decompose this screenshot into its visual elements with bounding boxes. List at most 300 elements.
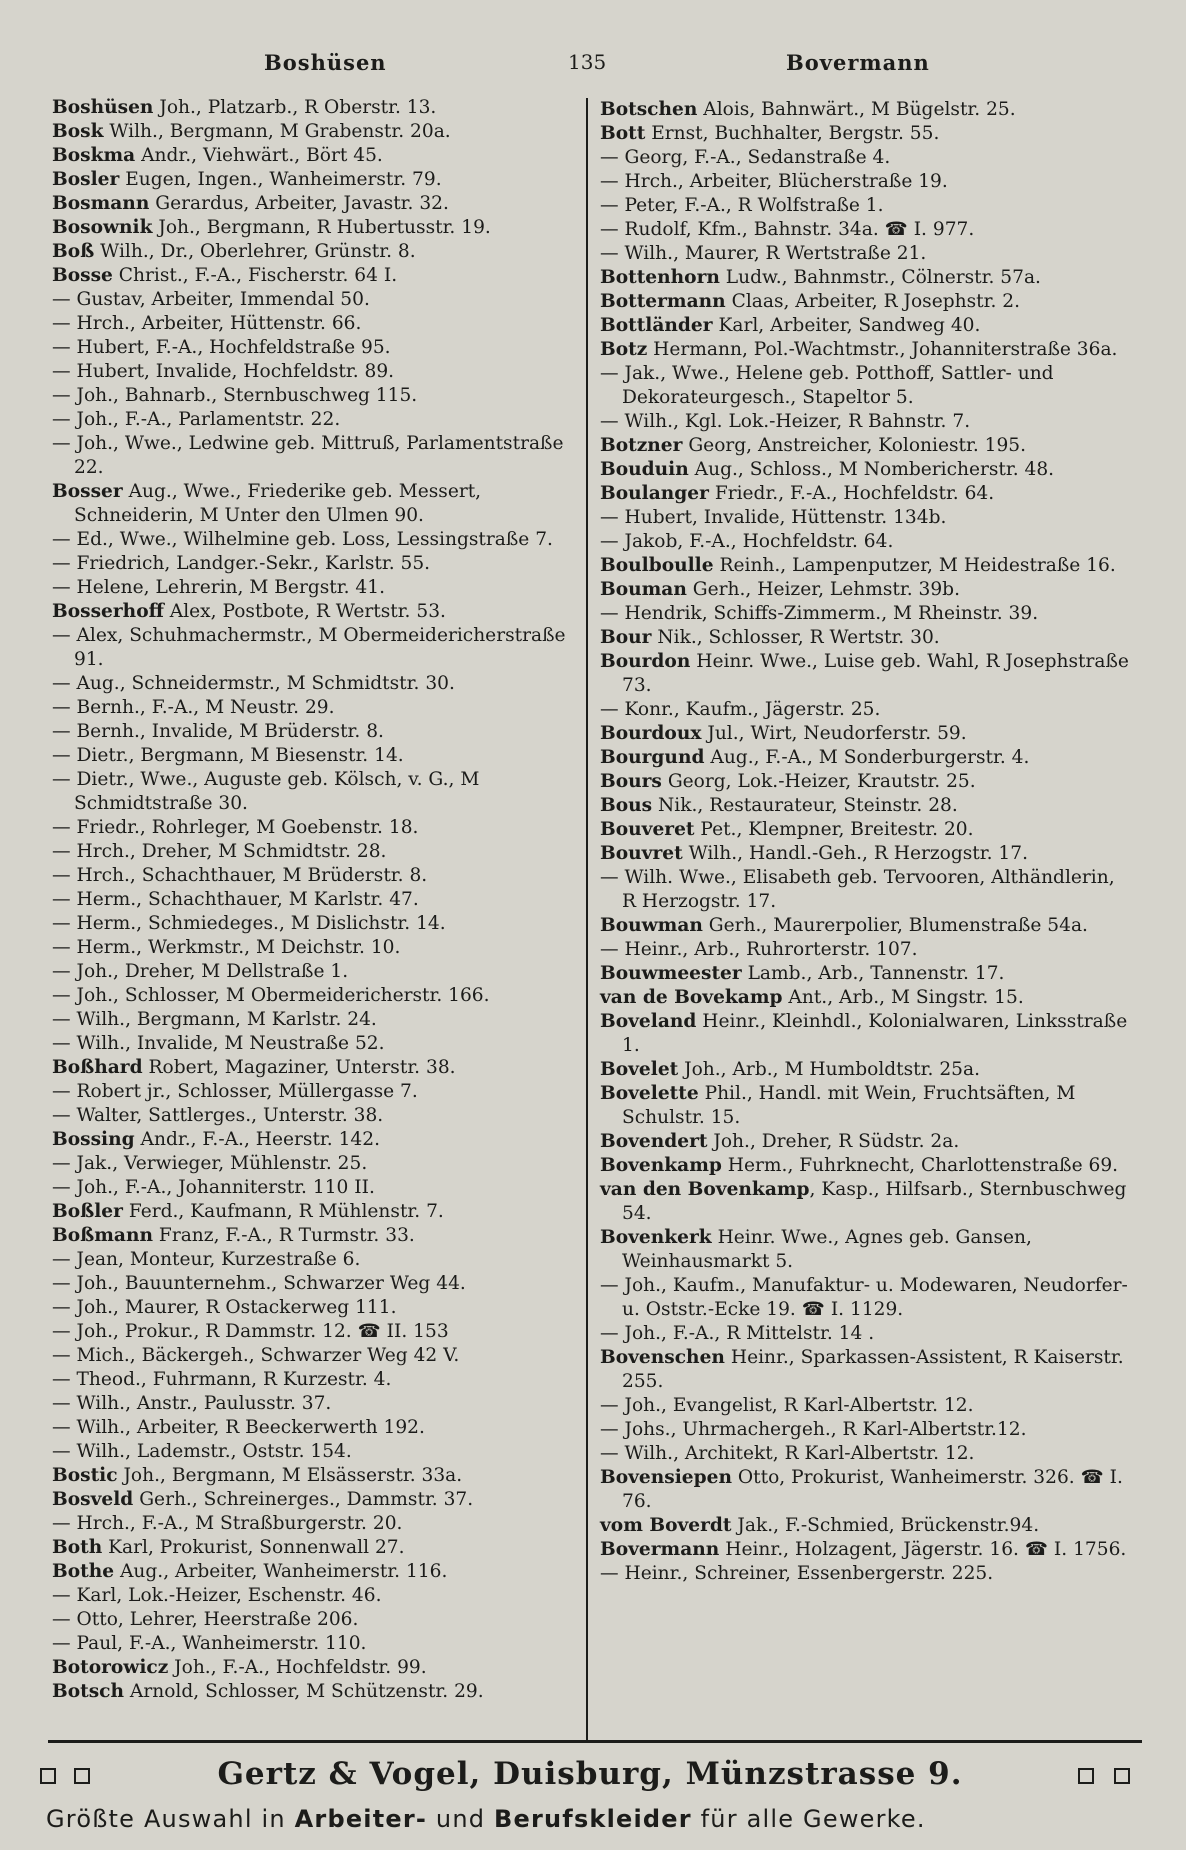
directory-entry bbox=[52, 552, 582, 576]
entry-details: Andr., Viehwärt., Bört 45. bbox=[135, 145, 383, 166]
directory-entry bbox=[600, 170, 1130, 194]
directory-entry bbox=[600, 1130, 1130, 1154]
slogan-part: und bbox=[427, 1805, 495, 1833]
entry-surname: Both bbox=[52, 1537, 103, 1558]
entry-details: Joh., Platzarb., R Oberstr. 13. bbox=[153, 97, 437, 118]
directory-entry bbox=[600, 602, 1130, 626]
directory-entry bbox=[52, 1608, 582, 1632]
entry-surname: Bovensiepen bbox=[600, 1467, 732, 1488]
directory-entry bbox=[600, 290, 1130, 314]
entry-details: Ferd., Kaufmann, R Mühlenstr. 7. bbox=[122, 1201, 444, 1222]
advertisement-title: Gertz & Vogel, Duisburg, Münzstrasse 9. bbox=[217, 1756, 963, 1792]
entry-surname: Bovelette bbox=[600, 1083, 699, 1104]
directory-entry bbox=[600, 554, 1130, 578]
directory-entry bbox=[52, 1152, 582, 1176]
directory-entry bbox=[600, 1466, 1130, 1514]
directory-entry bbox=[52, 576, 582, 600]
directory-entry bbox=[52, 1248, 582, 1272]
directory-entry bbox=[52, 744, 582, 768]
directory-entry bbox=[600, 1442, 1130, 1466]
entry-details: — Wilh., Kgl. Lok.-Heizer, R Bahnstr. 7. bbox=[600, 411, 971, 432]
entry-details: — Joh., Kaufm., Manufaktur- u. Modewaren, Neudorfer- u. Oststr.-Ecke 19. ☎ I. 1129. bbox=[600, 1275, 1128, 1320]
entry-details: Wilh., Handl.-Geh., R Herzogstr. 17. bbox=[682, 843, 1028, 864]
entry-details: — Joh., F.-A., Parlamentstr. 22. bbox=[52, 409, 341, 430]
slogan-part: für alle Gewerke. bbox=[691, 1805, 926, 1833]
directory-entry bbox=[52, 1104, 582, 1128]
entry-details: Joh., F.-A., Hochfeldstr. 99. bbox=[168, 1657, 427, 1678]
directory-entry bbox=[52, 120, 582, 144]
entry-details: Karl, Prokurist, Sonnenwall 27. bbox=[102, 1537, 405, 1558]
entry-details: Alex, Postbote, R Wertstr. 53. bbox=[163, 601, 446, 622]
entry-details: Georg, Lok.-Heizer, Krautstr. 25. bbox=[661, 771, 976, 792]
directory-entry bbox=[52, 984, 582, 1008]
entry-details: Wilh., Bergmann, M Grabenstr. 20a. bbox=[103, 121, 451, 142]
directory-entry bbox=[600, 842, 1130, 866]
entry-details: — Dietr., Bergmann, M Biesenstr. 14. bbox=[52, 745, 404, 766]
directory-entry bbox=[600, 458, 1130, 482]
directory-entry bbox=[52, 336, 582, 360]
entry-details: — Herm., Werkmstr., M Deichstr. 10. bbox=[52, 937, 401, 958]
directory-entry bbox=[52, 1560, 582, 1584]
directory-entry bbox=[52, 240, 582, 264]
entry-details: Heinr. Wwe., Agnes geb. Gansen, Weinhausmarkt 5. bbox=[622, 1227, 1032, 1272]
entry-details: Jul., Wirt, Neudorferstr. 59. bbox=[701, 723, 967, 744]
entry-details: Friedr., F.-A., Hochfeldstr. 64. bbox=[708, 483, 995, 504]
entry-surname: Bour bbox=[600, 627, 652, 648]
entry-surname: Bovenkerk bbox=[600, 1227, 712, 1248]
entry-details: — Hendrik, Schiffs-Zimmerm., M Rheinstr. 39. bbox=[600, 603, 1039, 624]
entry-surname: Botz bbox=[600, 339, 648, 360]
directory-entry bbox=[52, 480, 582, 528]
entry-details: — Theod., Fuhrmann, R Kurzestr. 4. bbox=[52, 1369, 392, 1390]
directory-entry bbox=[52, 768, 582, 816]
entry-details: — Herm., Schachthauer, M Karlstr. 47. bbox=[52, 889, 419, 910]
directory-entry bbox=[52, 1680, 582, 1704]
directory-entry bbox=[600, 506, 1130, 530]
entry-details: — Bernh., F.-A., M Neustr. 29. bbox=[52, 697, 335, 718]
entry-surname: Bosser bbox=[52, 481, 123, 502]
entry-details: Aug., Wwe., Friederike geb. Messert, Schneiderin, M Unter den Ulmen 90. bbox=[74, 481, 482, 526]
advertisement-slogan bbox=[46, 1805, 1146, 1833]
directory-entry bbox=[52, 432, 582, 480]
directory-entry bbox=[52, 1416, 582, 1440]
directory-entry bbox=[600, 1154, 1130, 1178]
entry-details: — Joh., F.-A., R Mittelstr. 14 . bbox=[600, 1323, 875, 1344]
directory-entry bbox=[52, 1440, 582, 1464]
directory-entry bbox=[600, 1226, 1130, 1274]
directory-entry bbox=[52, 816, 582, 840]
directory-entry bbox=[600, 1010, 1130, 1058]
entry-details: Herm., Fuhrknecht, Charlottenstraße 69. bbox=[721, 1155, 1119, 1176]
directory-entry bbox=[52, 1008, 582, 1032]
directory-entry bbox=[52, 912, 582, 936]
entry-details: Nik., Restaurateur, Steinstr. 28. bbox=[652, 795, 958, 816]
directory-entry bbox=[600, 578, 1130, 602]
directory-entry bbox=[600, 218, 1130, 242]
entry-details: Lamb., Arb., Tannenstr. 17. bbox=[741, 963, 1005, 984]
directory-entry bbox=[52, 720, 582, 744]
entry-details: Eugen, Ingen., Wanheimerstr. 79. bbox=[119, 169, 442, 190]
entry-details: — Konr., Kaufm., Jägerstr. 25. bbox=[600, 699, 881, 720]
entry-details: — Hubert, F.-A., Hochfeldstraße 95. bbox=[52, 337, 391, 358]
entry-surname: Bothe bbox=[52, 1561, 115, 1582]
entry-details: — Joh., Maurer, R Ostackerweg 111. bbox=[52, 1297, 397, 1318]
entry-details: — Wilh. Wwe., Elisabeth geb. Tervooren, Althändlerin, R Herzogstr. 17. bbox=[600, 867, 1115, 912]
entry-surname: Boshüsen bbox=[52, 97, 154, 118]
entry-details: — Johs., Uhrmachergeh., R Karl-Albertstr.12. bbox=[600, 1419, 1027, 1440]
directory-entry bbox=[52, 1584, 582, 1608]
square-ornament-icon bbox=[40, 1768, 56, 1784]
directory-entry bbox=[52, 1320, 582, 1344]
entry-surname: Bottländer bbox=[600, 315, 713, 336]
directory-entry bbox=[52, 216, 582, 240]
directory-entry bbox=[52, 1032, 582, 1056]
entry-details: — Joh., Prokur., R Dammstr. 12. ☎ II. 153 bbox=[52, 1321, 449, 1342]
entry-details: Gerh., Schreinerges., Dammstr. 37. bbox=[133, 1489, 474, 1510]
entry-surname: Bovenschen bbox=[600, 1347, 725, 1368]
entry-surname: Boskma bbox=[52, 145, 136, 166]
entry-surname: Boßhard bbox=[52, 1057, 143, 1078]
entry-details: Jak., F.-Schmied, Brückenstr.94. bbox=[731, 1515, 1040, 1536]
entry-details: Alois, Bahnwärt., M Bügelstr. 25. bbox=[697, 99, 1016, 120]
entry-details: — Joh., Schlosser, M Obermeidericherstr. 166. bbox=[52, 985, 490, 1006]
entry-details: , Kasp., Hilfsarb., Sternbuschweg 54. bbox=[622, 1179, 1127, 1224]
directory-entry bbox=[52, 96, 582, 120]
left-column bbox=[52, 96, 582, 1704]
entry-details: Wilh., Dr., Oberlehrer, Grünstr. 8. bbox=[94, 241, 416, 262]
entry-details: — Helene, Lehrerin, M Bergstr. 41. bbox=[52, 577, 385, 598]
directory-entry bbox=[600, 314, 1130, 338]
entry-details: — Alex, Schuhmachermstr., M Obermeidericherstraße 91. bbox=[52, 625, 566, 670]
directory-entry bbox=[600, 242, 1130, 266]
directory-entry bbox=[600, 98, 1130, 122]
entry-surname: Bosler bbox=[52, 169, 120, 190]
entry-surname: Botorowicz bbox=[52, 1657, 169, 1678]
directory-entry bbox=[600, 1082, 1130, 1130]
entry-details: Gerh., Heizer, Lehmstr. 39b. bbox=[686, 579, 960, 600]
entry-details: — Wilh., Arbeiter, R Beeckerwerth 192. bbox=[52, 1417, 425, 1438]
directory-entry bbox=[52, 696, 582, 720]
entry-details: Ant., Arb., M Singstr. 15. bbox=[782, 987, 1024, 1008]
entry-details: — Hrch., Schachthauer, M Brüderstr. 8. bbox=[52, 865, 428, 886]
entry-surname: Boß bbox=[52, 241, 95, 262]
entry-surname: Bourdoux bbox=[600, 723, 702, 744]
entry-surname: Bosk bbox=[52, 121, 104, 142]
entry-details: Christ., F.-A., Fischerstr. 64 I. bbox=[112, 265, 398, 286]
entry-surname: van de Bovekamp bbox=[600, 987, 783, 1008]
directory-entry bbox=[52, 144, 582, 168]
entry-details: Heinr., Holzagent, Jägerstr. 16. ☎ I. 1756. bbox=[719, 1539, 1127, 1560]
square-ornament-icon bbox=[1078, 1768, 1094, 1784]
entry-details: Joh., Arb., M Humboldtstr. 25a. bbox=[678, 1059, 980, 1080]
directory-entry bbox=[600, 1418, 1130, 1442]
entry-surname: Bosserhoff bbox=[52, 601, 164, 622]
slogan-bold: Berufskleider bbox=[494, 1805, 692, 1833]
entry-details: Aug., F.-A., M Sonderburgerstr. 4. bbox=[704, 747, 1030, 768]
directory-entry bbox=[52, 1128, 582, 1152]
directory-entry bbox=[52, 1488, 582, 1512]
entry-details: Arnold, Schlosser, M Schützenstr. 29. bbox=[124, 1681, 484, 1702]
directory-entry bbox=[600, 482, 1130, 506]
entry-details: — Ed., Wwe., Wilhelmine geb. Loss, Lessingstraße 7. bbox=[52, 529, 553, 550]
entry-surname: Boulanger bbox=[600, 483, 709, 504]
advertisement-banner bbox=[40, 1756, 1150, 1800]
entry-details: — Jakob, F.-A., Hochfeldstr. 64. bbox=[600, 531, 894, 552]
entry-details: — Wilh., Architekt, R Karl-Albertstr. 12. bbox=[600, 1443, 975, 1464]
entry-surname: Bossing bbox=[52, 1129, 135, 1150]
entry-details: Joh., Bergmann, M Elsässerstr. 33a. bbox=[117, 1465, 463, 1486]
directory-entry bbox=[52, 600, 582, 624]
directory-entry bbox=[52, 624, 582, 672]
entry-details: Andr., F.-A., Heerstr. 142. bbox=[134, 1129, 380, 1150]
entry-details: Aug., Arbeiter, Wanheimerstr. 116. bbox=[114, 1561, 448, 1582]
entry-details: — Robert jr., Schlosser, Müllergasse 7. bbox=[52, 1081, 418, 1102]
entry-details: Aug., Schloss., M Nombericherstr. 48. bbox=[688, 459, 1055, 480]
divider-rule bbox=[48, 1740, 1142, 1743]
directory-entry bbox=[52, 1080, 582, 1104]
entry-surname: Botzner bbox=[600, 435, 683, 456]
entry-details: — Joh., Bauunternehm., Schwarzer Weg 44. bbox=[52, 1273, 466, 1294]
entry-surname: Bottenhorn bbox=[600, 267, 720, 288]
entry-surname: vom Boverdt bbox=[600, 1515, 732, 1536]
directory-entry bbox=[600, 1274, 1130, 1322]
directory-entry bbox=[52, 1392, 582, 1416]
directory-entry bbox=[52, 312, 582, 336]
entry-surname: Bouduin bbox=[600, 459, 689, 480]
entry-surname: Bott bbox=[600, 123, 646, 144]
directory-entry bbox=[600, 962, 1130, 986]
directory-entry bbox=[600, 530, 1130, 554]
entry-details: Gerh., Maurerpolier, Blumenstraße 54a. bbox=[702, 915, 1088, 936]
entry-details: Georg, Anstreicher, Koloniestr. 195. bbox=[682, 435, 1027, 456]
entry-details: — Joh., Wwe., Ledwine geb. Mittruß, Parlamentstraße 22. bbox=[52, 433, 564, 478]
directory-entry bbox=[52, 264, 582, 288]
entry-surname: Bouveret bbox=[600, 819, 695, 840]
entry-details: — Paul, F.-A., Wanheimerstr. 110. bbox=[52, 1633, 367, 1654]
directory-entry bbox=[52, 1512, 582, 1536]
directory-entry bbox=[52, 960, 582, 984]
directory-entry bbox=[52, 1176, 582, 1200]
slogan-part: Größte Auswahl in bbox=[46, 1805, 295, 1833]
entry-surname: Boßler bbox=[52, 1201, 123, 1222]
entry-details: Heinr., Sparkassen-Assistent, R Kaiserstr. 255. bbox=[622, 1347, 1124, 1392]
directory-entry bbox=[52, 1464, 582, 1488]
entry-surname: Boveland bbox=[600, 1011, 697, 1032]
directory-entry bbox=[600, 194, 1130, 218]
directory-entry bbox=[52, 936, 582, 960]
directory-entry bbox=[52, 1632, 582, 1656]
directory-entry bbox=[600, 1538, 1130, 1562]
entry-surname: Boßmann bbox=[52, 1225, 154, 1246]
directory-entry bbox=[52, 168, 582, 192]
entry-surname: Bovendert bbox=[600, 1131, 708, 1152]
entry-details: — Hrch., F.-A., M Straßburgerstr. 20. bbox=[52, 1513, 403, 1534]
directory-entry bbox=[52, 672, 582, 696]
directory-entry bbox=[600, 362, 1130, 410]
page-number: 135 bbox=[568, 50, 607, 74]
entry-surname: Boulboulle bbox=[600, 555, 714, 576]
directory-entry bbox=[52, 1224, 582, 1248]
entry-surname: Bous bbox=[600, 795, 653, 816]
directory-entry bbox=[600, 938, 1130, 962]
entry-details: — Wilh., Maurer, R Wertstraße 21. bbox=[600, 243, 927, 264]
entry-surname: Bouman bbox=[600, 579, 687, 600]
entry-surname: Bosse bbox=[52, 265, 113, 286]
directory-entry bbox=[52, 1656, 582, 1680]
entry-surname: Bottermann bbox=[600, 291, 726, 312]
entry-surname: Botschen bbox=[600, 99, 698, 120]
entry-details: — Bernh., Invalide, M Brüderstr. 8. bbox=[52, 721, 384, 742]
entry-surname: Bouvret bbox=[600, 843, 683, 864]
entry-details: — Friedr., Rohrleger, M Goebenstr. 18. bbox=[52, 817, 419, 838]
entry-surname: Bourgund bbox=[600, 747, 705, 768]
entry-details: Hermann, Pol.-Wachtmstr., Johanniterstraße 36a. bbox=[647, 339, 1118, 360]
directory-entry bbox=[600, 1058, 1130, 1082]
directory-entry bbox=[600, 650, 1130, 698]
entry-surname: Bosveld bbox=[52, 1489, 134, 1510]
entry-details: Karl, Arbeiter, Sandweg 40. bbox=[712, 315, 981, 336]
entry-details: Robert, Magaziner, Unterstr. 38. bbox=[142, 1057, 456, 1078]
directory-entry bbox=[600, 914, 1130, 938]
directory-entry bbox=[600, 1322, 1130, 1346]
entry-details: Ludw., Bahnmstr., Cölnerstr. 57a. bbox=[719, 267, 1041, 288]
square-ornament-icon bbox=[1114, 1768, 1130, 1784]
entry-details: — Rudolf, Kfm., Bahnstr. 34a. ☎ I. 977. bbox=[600, 219, 975, 240]
directory-entry bbox=[600, 986, 1130, 1010]
directory-entry bbox=[600, 146, 1130, 170]
entry-details: — Herm., Schmiedeges., M Dislichstr. 14. bbox=[52, 913, 446, 934]
directory-entry bbox=[52, 1056, 582, 1080]
entry-details: — Otto, Lehrer, Heerstraße 206. bbox=[52, 1609, 359, 1630]
entry-details: Reinh., Lampenputzer, M Heidestraße 16. bbox=[713, 555, 1116, 576]
directory-entry bbox=[52, 288, 582, 312]
directory-entry bbox=[52, 360, 582, 384]
directory-entry bbox=[52, 1344, 582, 1368]
entry-details: Franz, F.-A., R Turmstr. 33. bbox=[153, 1225, 415, 1246]
directory-entry bbox=[600, 1178, 1130, 1226]
entry-details: — Walter, Sattlerges., Unterstr. 38. bbox=[52, 1105, 384, 1126]
entry-details: Otto, Prokurist, Wanheimerstr. 326. ☎ I. 76. bbox=[622, 1467, 1123, 1512]
entry-details: — Joh., Evangelist, R Karl-Albertstr. 12. bbox=[600, 1395, 974, 1416]
entry-details: — Friedrich, Landger.-Sekr., Karlstr. 55. bbox=[52, 553, 431, 574]
directory-entry bbox=[52, 840, 582, 864]
entry-details: — Georg, F.-A., Sedanstraße 4. bbox=[600, 147, 891, 168]
entry-details: — Aug., Schneidermstr., M Schmidtstr. 30. bbox=[52, 673, 455, 694]
directory-entry bbox=[600, 1346, 1130, 1394]
square-ornament-icon bbox=[74, 1768, 90, 1784]
entry-details: Joh., Bergmann, R Hubertusstr. 19. bbox=[152, 217, 491, 238]
directory-entry bbox=[600, 1514, 1130, 1538]
entry-details: — Hrch., Arbeiter, Hüttenstr. 66. bbox=[52, 313, 362, 334]
directory-entry bbox=[52, 1296, 582, 1320]
directory-entry bbox=[52, 1272, 582, 1296]
directory-entry bbox=[600, 698, 1130, 722]
entry-surname: Bostic bbox=[52, 1465, 118, 1486]
entry-details: Phil., Handl. mit Wein, Fruchtsäften, M Schulstr. 15. bbox=[622, 1083, 1076, 1128]
entry-surname: Botsch bbox=[52, 1681, 125, 1702]
right-column bbox=[586, 98, 1130, 1743]
entry-details: — Hubert, Invalide, Hochfeldstr. 89. bbox=[52, 361, 395, 382]
entry-details: — Wilh., Anstr., Paulusstr. 37. bbox=[52, 1393, 332, 1414]
directory-entry bbox=[600, 122, 1130, 146]
entry-details: — Heinr., Arb., Ruhrorterstr. 107. bbox=[600, 939, 918, 960]
directory-entry bbox=[52, 864, 582, 888]
entry-details: — Mich., Bäckergeh., Schwarzer Weg 42 V. bbox=[52, 1345, 460, 1366]
entry-surname: Bouwmeester bbox=[600, 963, 742, 984]
entry-details: Gerardus, Arbeiter, Javastr. 32. bbox=[149, 193, 449, 214]
entry-details: — Wilh., Lademstr., Oststr. 154. bbox=[52, 1441, 352, 1462]
directory-entry bbox=[52, 1200, 582, 1224]
entry-details: — Wilh., Bergmann, M Karlstr. 24. bbox=[52, 1009, 377, 1030]
entry-details: — Jak., Verwieger, Mühlenstr. 25. bbox=[52, 1153, 368, 1174]
directory-entry bbox=[600, 1394, 1130, 1418]
entry-details: — Karl, Lok.-Heizer, Eschenstr. 46. bbox=[52, 1585, 382, 1606]
entry-details: — Jean, Monteur, Kurzestraße 6. bbox=[52, 1249, 361, 1270]
entry-details: — Peter, F.-A., R Wolfstraße 1. bbox=[600, 195, 884, 216]
directory-entry bbox=[600, 794, 1130, 818]
entry-details: Heinr. Wwe., Luise geb. Wahl, R Josephstraße 73. bbox=[622, 651, 1129, 696]
entry-surname: Bovermann bbox=[600, 1539, 720, 1560]
entry-surname: Bouwman bbox=[600, 915, 703, 936]
header-last-entry: Bovermann bbox=[786, 50, 930, 75]
page-header bbox=[40, 50, 1150, 84]
entry-surname: Bourdon bbox=[600, 651, 691, 672]
directory-entry bbox=[600, 746, 1130, 770]
directory-entry bbox=[52, 192, 582, 216]
directory-entry bbox=[600, 410, 1130, 434]
entry-details: — Joh., F.-A., Johanniterstr. 110 II. bbox=[52, 1177, 375, 1198]
entry-details: — Dietr., Wwe., Auguste geb. Kölsch, v. G., M Schmidtstraße 30. bbox=[52, 769, 480, 814]
directory-entry bbox=[600, 1562, 1130, 1586]
entry-surname: Bosmann bbox=[52, 193, 150, 214]
directory-entry bbox=[600, 434, 1130, 458]
entry-details: Pet., Klempner, Breitestr. 20. bbox=[694, 819, 974, 840]
entry-details: Claas, Arbeiter, R Josephstr. 2. bbox=[725, 291, 1021, 312]
entry-surname: Bovelet bbox=[600, 1059, 679, 1080]
entry-details: — Gustav, Arbeiter, Immendal 50. bbox=[52, 289, 370, 310]
entry-surname: van den Bovenkamp bbox=[600, 1179, 810, 1200]
directory-entry bbox=[600, 338, 1130, 362]
directory-entry bbox=[600, 266, 1130, 290]
entry-surname: Bovenkamp bbox=[600, 1155, 722, 1176]
entry-surname: Bours bbox=[600, 771, 662, 792]
entry-details: Ernst, Buchhalter, Bergstr. 55. bbox=[645, 123, 940, 144]
directory-entry bbox=[600, 770, 1130, 794]
directory-entry bbox=[52, 408, 582, 432]
entry-details: — Hubert, Invalide, Hüttenstr. 134b. bbox=[600, 507, 947, 528]
entry-details: — Hrch., Arbeiter, Blücherstraße 19. bbox=[600, 171, 948, 192]
slogan-bold: Arbeiter- bbox=[294, 1805, 428, 1833]
directory-entry bbox=[52, 384, 582, 408]
directory-entry bbox=[600, 722, 1130, 746]
entry-details: — Joh., Dreher, M Dellstraße 1. bbox=[52, 961, 349, 982]
directory-entry bbox=[52, 1536, 582, 1560]
entry-details: — Heinr., Schreiner, Essenbergerstr. 225. bbox=[600, 1563, 994, 1584]
entry-details: — Jak., Wwe., Helene geb. Potthoff, Sattler- und Dekorateurgesch., Stapeltor 5. bbox=[600, 363, 1054, 408]
entry-details: — Joh., Bahnarb., Sternbuschweg 115. bbox=[52, 385, 418, 406]
entry-details: Joh., Dreher, R Südstr. 2a. bbox=[707, 1131, 960, 1152]
directory-entry bbox=[52, 888, 582, 912]
entry-details: — Hrch., Dreher, M Schmidtstr. 28. bbox=[52, 841, 387, 862]
entry-details: — Wilh., Invalide, M Neustraße 52. bbox=[52, 1033, 385, 1054]
entry-surname: Bosownik bbox=[52, 217, 153, 238]
directory-entry bbox=[600, 626, 1130, 650]
directory-entry bbox=[600, 866, 1130, 914]
directory-entry bbox=[600, 818, 1130, 842]
entry-details: Nik., Schlosser, R Wertstr. 30. bbox=[651, 627, 940, 648]
directory-entry bbox=[52, 528, 582, 552]
header-first-entry: Boshüsen bbox=[264, 50, 387, 75]
